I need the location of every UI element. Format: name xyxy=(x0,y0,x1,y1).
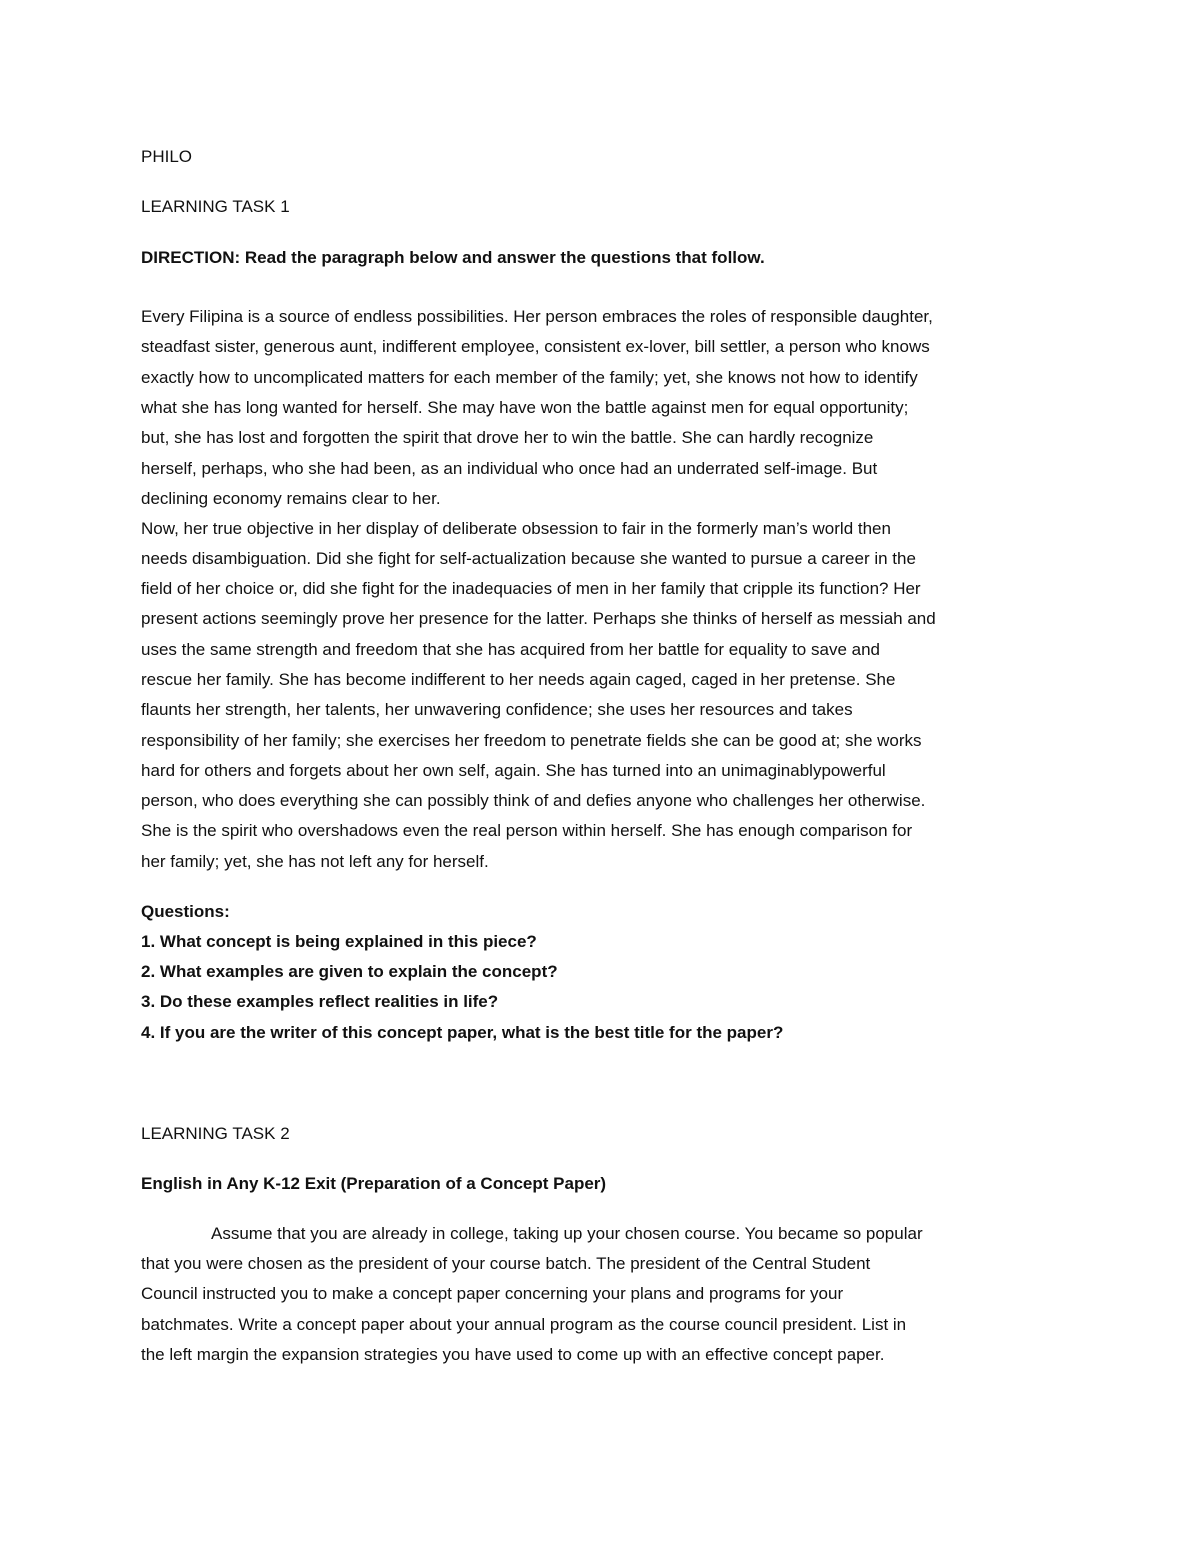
passage-line: declining economy remains clear to her. xyxy=(141,489,441,508)
passage-line: uses the same strength and freedom that she has acquired from her battle for equality to save and xyxy=(141,640,880,659)
question-item: 4. If you are the writer of this concept paper, what is the best title for the paper? xyxy=(141,1023,784,1042)
task2-line: the left margin the expansion strategies you have used to come up with an effective concept paper. xyxy=(141,1345,885,1364)
subject-label: PHILO xyxy=(141,147,193,166)
passage-line: person, who does everything she can possibly think of and defies anyone who challenges her otherwise. xyxy=(141,791,926,810)
question-item: 2. What examples are given to explain the concept? xyxy=(141,962,558,981)
task2-line: Council instructed you to make a concept paper concerning your plans and programs for your xyxy=(141,1284,844,1303)
passage-line: Now, her true objective in her display of deliberate obsession to fair in the formerly man’s world then xyxy=(141,519,891,538)
passage-line: She is the spirit who overshadows even the real person within herself. She has enough comparison for xyxy=(141,821,913,840)
task2-line: batchmates. Write a concept paper about your annual program as the course council president. List in xyxy=(141,1315,907,1334)
task2-line: Assume that you are already in college, taking up your chosen course. You became so popular xyxy=(211,1224,923,1243)
task2-label: LEARNING TASK 2 xyxy=(141,1124,290,1143)
passage-line: Every Filipina is a source of endless possibilities. Her person embraces the roles of responsible daughter, xyxy=(141,307,933,326)
passage-line: hard for others and forgets about her own self, again. She has turned into an unimaginablypowerful xyxy=(141,761,886,780)
task1-label: LEARNING TASK 1 xyxy=(141,197,290,216)
passage-line: rescue her family. She has become indifferent to her needs again caged, caged in her pretense. She xyxy=(141,670,896,689)
passage-line: but, she has lost and forgotten the spirit that drove her to win the battle. She can hardly recognize xyxy=(141,428,874,447)
task2-line: that you were chosen as the president of your course batch. The president of the Central Student xyxy=(141,1254,871,1273)
questions-heading: Questions: xyxy=(141,902,230,921)
direction-text: DIRECTION: Read the paragraph below and answer the questions that follow. xyxy=(141,248,765,267)
passage-line: her family; yet, she has not left any for herself. xyxy=(141,852,489,871)
passage-line: needs disambiguation. Did she fight for self-actualization because she wanted to pursue a career in the xyxy=(141,549,916,568)
passage-line: responsibility of her family; she exercises her freedom to penetrate fields she can be good at; she works xyxy=(141,731,922,750)
passage-line: herself, perhaps, who she had been, as an individual who once had an underrated self-image. But xyxy=(141,459,878,478)
passage-line: what she has long wanted for herself. She may have won the battle against men for equal opportunity; xyxy=(141,398,909,417)
task2-title: English in Any K-12 Exit (Preparation of a Concept Paper) xyxy=(141,1174,607,1193)
question-item: 3. Do these examples reflect realities in life? xyxy=(141,992,499,1011)
passage-line: flaunts her strength, her talents, her unwavering confidence; she uses her resources and takes xyxy=(141,700,853,719)
passage-line: field of her choice or, did she fight for the inadequacies of men in her family that cripple its function? Her xyxy=(141,579,921,598)
passage-line: present actions seemingly prove her presence for the latter. Perhaps she thinks of herself as messiah and xyxy=(141,609,936,628)
passage-line: exactly how to uncomplicated matters for each member of the family; yet, she knows not how to identify xyxy=(141,368,918,387)
question-item: 1. What concept is being explained in this piece? xyxy=(141,932,537,951)
passage-line: steadfast sister, generous aunt, indifferent employee, consistent ex-lover, bill settler, a person who knows xyxy=(141,337,930,356)
